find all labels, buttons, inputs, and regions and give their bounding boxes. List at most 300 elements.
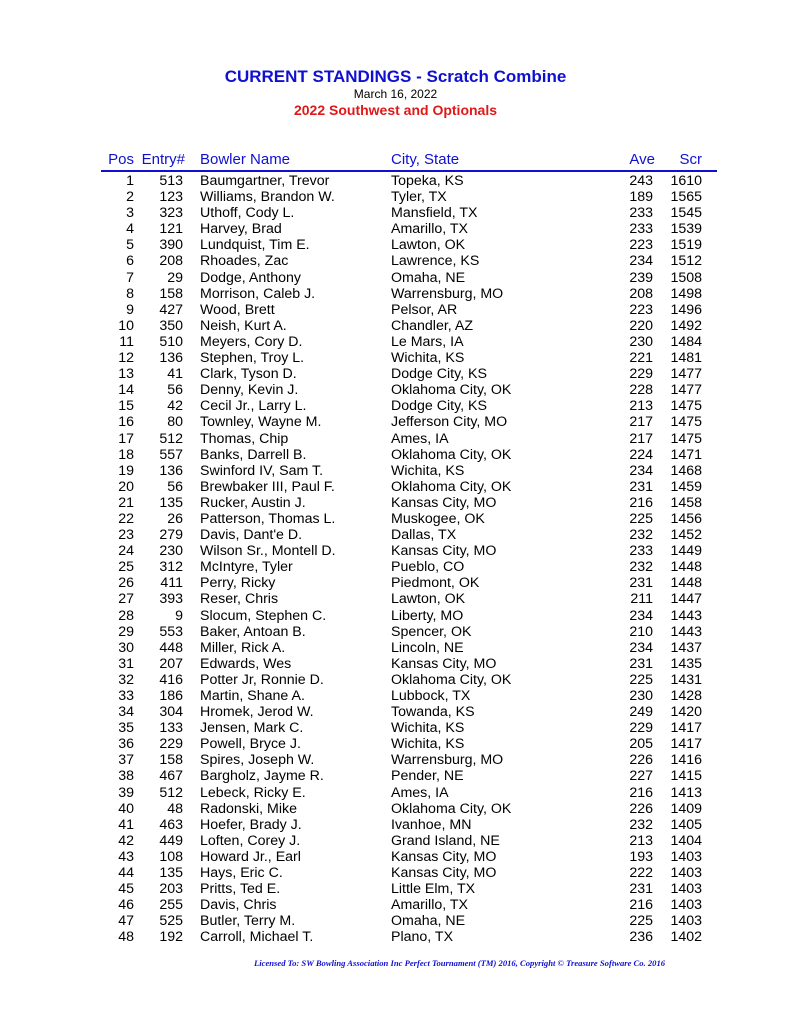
cell-city: Warrensburg, MO <box>391 752 504 769</box>
cell-name: Wilson Sr., Montell D. <box>200 543 336 560</box>
cell-name: Wood, Brett <box>200 301 275 318</box>
cell-ave: 230 <box>629 333 653 350</box>
cell-city: Jefferson City, MO <box>391 414 508 431</box>
cell-entry: 229 <box>159 736 183 753</box>
cell-ave: 236 <box>629 929 653 946</box>
cell-scr: 1431 <box>670 671 702 688</box>
cell-entry: 553 <box>159 623 183 640</box>
table-row <box>0 752 791 768</box>
table-row <box>0 543 791 559</box>
cell-pos: 13 <box>118 366 134 383</box>
cell-entry: 158 <box>159 285 183 302</box>
cell-ave: 220 <box>629 317 653 334</box>
cell-ave: 243 <box>629 173 653 189</box>
cell-entry: 448 <box>159 639 183 656</box>
cell-entry: 312 <box>159 559 183 576</box>
cell-city: Omaha, NE <box>391 913 466 930</box>
cell-name: Howard Jr., Earl <box>200 848 301 865</box>
cell-ave: 211 <box>630 591 653 608</box>
cell-pos: 32 <box>118 671 134 688</box>
cell-name: McIntyre, Tyler <box>200 559 293 576</box>
cell-pos: 29 <box>118 623 134 640</box>
cell-entry: 513 <box>159 173 183 189</box>
cell-ave: 231 <box>629 575 653 592</box>
cell-scr: 1420 <box>670 704 702 721</box>
cell-name: Davis, Chris <box>200 897 277 914</box>
cell-city: Kansas City, MO <box>391 543 497 560</box>
cell-city: Grand Island, NE <box>391 832 500 849</box>
cell-entry: 80 <box>167 414 183 431</box>
cell-scr: 1475 <box>670 414 702 431</box>
cell-city: Little Elm, TX <box>391 881 476 898</box>
cell-name: Potter Jr, Ronnie D. <box>200 671 324 688</box>
cell-entry: 26 <box>167 510 183 527</box>
cell-ave: 225 <box>629 913 653 930</box>
cell-pos: 15 <box>118 398 134 415</box>
table-row <box>0 575 791 591</box>
cell-ave: 217 <box>629 414 653 431</box>
cell-pos: 33 <box>118 688 134 704</box>
cell-scr: 1458 <box>670 494 702 511</box>
cell-city: Pelsor, AR <box>391 301 458 318</box>
cell-name: Clark, Tyson D. <box>200 366 297 383</box>
cell-city: Piedmont, OK <box>391 575 480 592</box>
cell-name: Banks, Darrell B. <box>200 446 307 463</box>
cell-entry: 123 <box>159 189 183 206</box>
cell-city: Pender, NE <box>391 768 464 785</box>
cell-entry: 416 <box>159 671 183 688</box>
table-row <box>0 833 791 849</box>
cell-ave: 234 <box>629 462 653 479</box>
cell-ave: 208 <box>629 285 653 302</box>
cell-ave: 234 <box>629 639 653 656</box>
cell-scr: 1405 <box>670 816 702 833</box>
table-row <box>0 237 791 253</box>
table-row <box>0 350 791 366</box>
cell-city: Warrensburg, MO <box>391 285 504 302</box>
table-row <box>0 479 791 495</box>
cell-city: Wichita, KS <box>391 720 465 737</box>
table-row <box>0 173 791 189</box>
cell-pos: 18 <box>118 446 134 463</box>
cell-pos: 3 <box>126 205 134 222</box>
cell-entry: 512 <box>159 784 183 801</box>
cell-pos: 34 <box>118 704 134 721</box>
cell-name: Swinford IV, Sam T. <box>200 462 324 479</box>
cell-ave: 216 <box>629 897 653 914</box>
cell-scr: 1448 <box>670 559 702 576</box>
cell-scr: 1403 <box>670 897 702 914</box>
cell-entry: 41 <box>167 366 183 383</box>
cell-city: Ames, IA <box>391 430 449 447</box>
cell-city: Kansas City, MO <box>391 865 497 882</box>
cell-entry: 323 <box>159 205 183 222</box>
cell-name: Denny, Kevin J. <box>200 382 299 399</box>
column-header-city: City, State <box>391 151 460 168</box>
cell-pos: 26 <box>118 575 134 592</box>
cell-scr: 1475 <box>670 430 702 447</box>
cell-entry: 207 <box>159 655 183 672</box>
cell-pos: 30 <box>118 639 134 656</box>
cell-pos: 39 <box>118 784 134 801</box>
cell-pos: 5 <box>126 237 134 254</box>
cell-name: Pritts, Ted E. <box>200 881 281 898</box>
license-footer: Licensed To: SW Bowling Association Inc Perfect Tournament (TM) 2016, Copyright © Treasure Software Co. 2016 <box>254 958 666 968</box>
cell-ave: 223 <box>629 237 653 254</box>
cell-entry: 42 <box>167 398 183 415</box>
cell-scr: 1459 <box>670 478 702 495</box>
cell-name: Patterson, Thomas L. <box>200 510 336 527</box>
cell-scr: 1496 <box>670 301 702 318</box>
cell-pos: 37 <box>118 752 134 769</box>
cell-scr: 1416 <box>670 752 702 769</box>
cell-name: Williams, Brandon W. <box>200 189 335 206</box>
cell-name: Morrison, Caleb J. <box>200 285 316 302</box>
cell-city: Lawton, OK <box>391 591 466 608</box>
cell-pos: 11 <box>119 333 134 350</box>
cell-city: Oklahoma City, OK <box>391 446 512 463</box>
cell-name: Jensen, Mark C. <box>200 720 304 737</box>
table-row <box>0 897 791 913</box>
table-row <box>0 286 791 302</box>
table-row <box>0 318 791 334</box>
cell-entry: 304 <box>159 704 183 721</box>
cell-pos: 41 <box>118 816 134 833</box>
cell-ave: 226 <box>629 800 653 817</box>
cell-ave: 223 <box>629 301 653 318</box>
cell-name: Martin, Shane A. <box>200 688 305 704</box>
cell-scr: 1498 <box>670 285 702 302</box>
table-row <box>0 382 791 398</box>
cell-city: Chandler, AZ <box>391 317 474 334</box>
cell-pos: 48 <box>118 929 134 946</box>
cell-ave: 231 <box>629 478 653 495</box>
cell-ave: 233 <box>629 221 653 238</box>
cell-pos: 31 <box>118 655 134 672</box>
table-row <box>0 495 791 511</box>
cell-entry: 449 <box>159 832 183 849</box>
cell-name: Thomas, Chip <box>200 430 289 447</box>
cell-city: Kansas City, MO <box>391 848 497 865</box>
table-row <box>0 414 791 430</box>
cell-ave: 232 <box>629 527 653 544</box>
cell-pos: 20 <box>118 478 134 495</box>
cell-name: Slocum, Stephen C. <box>200 607 327 624</box>
cell-pos: 2 <box>126 189 134 206</box>
cell-scr: 1403 <box>670 865 702 882</box>
cell-scr: 1448 <box>670 575 702 592</box>
cell-ave: 193 <box>629 848 653 865</box>
cell-name: Uthoff, Cody L. <box>200 205 295 222</box>
cell-ave: 249 <box>629 704 653 721</box>
cell-scr: 1512 <box>670 253 702 270</box>
cell-scr: 1508 <box>670 269 702 286</box>
cell-entry: 136 <box>159 350 183 367</box>
cell-scr: 1415 <box>670 768 702 785</box>
table-row <box>0 688 791 704</box>
cell-city: Amarillo, TX <box>391 221 468 238</box>
cell-ave: 230 <box>629 688 653 704</box>
cell-entry: 279 <box>159 527 183 544</box>
cell-name: Radonski, Mike <box>200 800 297 817</box>
cell-city: Oklahoma City, OK <box>391 478 512 495</box>
cell-entry: 133 <box>159 720 183 737</box>
table-row <box>0 768 791 784</box>
cell-name: Rhoades, Zac <box>200 253 289 270</box>
cell-entry: 512 <box>159 430 183 447</box>
cell-city: Lawton, OK <box>391 237 466 254</box>
cell-ave: 221 <box>629 350 653 367</box>
table-row <box>0 591 791 607</box>
table-row <box>0 801 791 817</box>
cell-pos: 46 <box>118 897 134 914</box>
cell-city: Liberty, MO <box>391 607 464 624</box>
cell-entry: 350 <box>159 317 183 334</box>
cell-name: Stephen, Troy L. <box>200 350 305 367</box>
table-row <box>0 929 791 945</box>
cell-scr: 1435 <box>670 655 702 672</box>
cell-scr: 1481 <box>670 350 702 367</box>
cell-scr: 1402 <box>670 929 702 946</box>
cell-entry: 427 <box>159 301 183 318</box>
cell-pos: 10 <box>118 317 134 334</box>
cell-ave: 229 <box>629 366 653 383</box>
table-row <box>0 640 791 656</box>
cell-city: Spencer, OK <box>391 623 472 640</box>
table-row <box>0 720 791 736</box>
cell-pos: 6 <box>126 253 134 270</box>
cell-city: Dodge City, KS <box>391 398 487 415</box>
cell-entry: 390 <box>159 237 183 254</box>
cell-ave: 227 <box>629 768 653 785</box>
report-date: March 16, 2022 <box>353 87 438 101</box>
cell-name: Miller, Rick A. <box>200 639 286 656</box>
cell-name: Dodge, Anthony <box>200 269 301 286</box>
header-divider <box>101 170 717 172</box>
cell-city: Mansfield, TX <box>391 205 478 222</box>
cell-pos: 1 <box>126 173 134 189</box>
cell-name: Bargholz, Jayme R. <box>200 768 324 785</box>
table-row <box>0 511 791 527</box>
cell-pos: 36 <box>118 736 134 753</box>
cell-city: Oklahoma City, OK <box>391 800 512 817</box>
cell-ave: 239 <box>629 269 653 286</box>
column-header-name: Bowler Name <box>200 151 291 168</box>
cell-pos: 25 <box>118 559 134 576</box>
cell-scr: 1539 <box>670 221 702 238</box>
cell-entry: 463 <box>159 816 183 833</box>
cell-ave: 210 <box>629 623 653 640</box>
cell-entry: 255 <box>159 897 183 914</box>
column-header-pos: Pos <box>108 151 134 168</box>
cell-ave: 224 <box>629 446 653 463</box>
cell-scr: 1404 <box>670 832 702 849</box>
cell-scr: 1449 <box>670 543 702 560</box>
cell-ave: 231 <box>629 655 653 672</box>
table-row <box>0 447 791 463</box>
cell-scr: 1477 <box>670 382 702 399</box>
table-row <box>0 398 791 414</box>
cell-scr: 1403 <box>670 913 702 930</box>
column-header-entry: Entry# <box>141 151 185 168</box>
cell-entry: 510 <box>159 333 183 350</box>
cell-name: Powell, Bryce J. <box>200 736 301 753</box>
cell-entry: 56 <box>167 478 183 495</box>
cell-scr: 1403 <box>670 881 702 898</box>
cell-ave: 217 <box>629 430 653 447</box>
cell-pos: 4 <box>126 221 134 238</box>
table-row <box>0 817 791 833</box>
cell-entry: 135 <box>159 865 183 882</box>
table-row <box>0 270 791 286</box>
cell-scr: 1519 <box>670 237 702 254</box>
cell-name: Neish, Kurt A. <box>200 317 287 334</box>
cell-city: Lubbock, TX <box>391 688 471 704</box>
cell-scr: 1484 <box>670 333 702 350</box>
cell-name: Perry, Ricky <box>200 575 276 592</box>
cell-name: Reser, Chris <box>200 591 279 608</box>
cell-entry: 192 <box>159 929 183 946</box>
cell-pos: 40 <box>118 800 134 817</box>
cell-city: Muskogee, OK <box>391 510 485 527</box>
cell-scr: 1477 <box>670 366 702 383</box>
cell-entry: 525 <box>159 913 183 930</box>
table-row <box>0 431 791 447</box>
cell-entry: 158 <box>159 752 183 769</box>
cell-pos: 21 <box>118 494 134 511</box>
cell-entry: 48 <box>167 800 183 817</box>
cell-pos: 24 <box>118 543 134 560</box>
cell-scr: 1447 <box>670 591 702 608</box>
cell-ave: 231 <box>629 881 653 898</box>
cell-scr: 1428 <box>670 688 702 704</box>
cell-name: Carroll, Michael T. <box>200 929 314 946</box>
cell-city: Tyler, TX <box>391 189 447 206</box>
table-row <box>0 302 791 318</box>
cell-scr: 1452 <box>670 527 702 544</box>
cell-ave: 213 <box>629 398 653 415</box>
cell-city: Lincoln, NE <box>391 639 464 656</box>
table-row <box>0 205 791 221</box>
cell-ave: 205 <box>629 736 653 753</box>
cell-scr: 1417 <box>670 720 702 737</box>
cell-name: Rucker, Austin J. <box>200 494 306 511</box>
cell-entry: 208 <box>159 253 183 270</box>
page-subtitle: 2022 Southwest and Optionals <box>293 102 498 118</box>
cell-name: Loften, Corey J. <box>200 832 301 849</box>
table-row <box>0 704 791 720</box>
table-row <box>0 672 791 688</box>
cell-name: Edwards, Wes <box>200 655 292 672</box>
table-row <box>0 881 791 897</box>
cell-scr: 1545 <box>670 205 702 222</box>
cell-pos: 45 <box>118 881 134 898</box>
cell-pos: 44 <box>118 865 134 882</box>
cell-ave: 189 <box>629 189 653 206</box>
cell-ave: 222 <box>629 865 653 882</box>
cell-scr: 1456 <box>670 510 702 527</box>
cell-scr: 1437 <box>670 639 702 656</box>
cell-name: Harvey, Brad <box>200 221 282 238</box>
cell-ave: 234 <box>629 607 653 624</box>
cell-entry: 108 <box>159 848 183 865</box>
cell-city: Le Mars, IA <box>391 333 464 350</box>
cell-entry: 467 <box>159 768 183 785</box>
cell-scr: 1403 <box>670 848 702 865</box>
cell-pos: 42 <box>118 832 134 849</box>
cell-entry: 135 <box>159 494 183 511</box>
cell-name: Butler, Terry M. <box>200 913 296 930</box>
cell-city: Wichita, KS <box>391 736 465 753</box>
table-row <box>0 253 791 269</box>
cell-ave: 213 <box>629 832 653 849</box>
cell-scr: 1475 <box>670 398 702 415</box>
cell-city: Dallas, TX <box>391 527 457 544</box>
cell-scr: 1492 <box>670 317 702 334</box>
cell-city: Omaha, NE <box>391 269 466 286</box>
cell-entry: 557 <box>159 446 183 463</box>
cell-pos: 14 <box>118 382 134 399</box>
cell-scr: 1471 <box>670 446 702 463</box>
cell-entry: 56 <box>167 382 183 399</box>
cell-pos: 19 <box>118 462 134 479</box>
cell-name: Hays, Eric C. <box>200 865 283 882</box>
cell-name: Baker, Antoan B. <box>200 623 306 640</box>
cell-city: Pueblo, CO <box>391 559 465 576</box>
table-row <box>0 656 791 672</box>
cell-entry: 411 <box>160 575 183 592</box>
cell-pos: 17 <box>118 430 134 447</box>
cell-city: Wichita, KS <box>391 350 465 367</box>
table-row <box>0 559 791 575</box>
cell-pos: 12 <box>118 350 134 367</box>
table-row <box>0 913 791 929</box>
cell-name: Spires, Joseph W. <box>200 752 315 769</box>
cell-name: Lebeck, Ricky E. <box>200 784 306 801</box>
cell-city: Topeka, KS <box>391 173 464 189</box>
table-row <box>0 849 791 865</box>
cell-pos: 9 <box>126 301 134 318</box>
cell-scr: 1565 <box>670 189 702 206</box>
cell-ave: 216 <box>629 784 653 801</box>
cell-entry: 186 <box>159 688 183 704</box>
table-row <box>0 221 791 237</box>
cell-city: Lawrence, KS <box>391 253 480 270</box>
cell-pos: 23 <box>118 527 134 544</box>
cell-name: Brewbaker III, Paul F. <box>200 478 335 495</box>
cell-pos: 28 <box>118 607 134 624</box>
cell-name: Townley, Wayne M. <box>200 414 322 431</box>
cell-scr: 1413 <box>670 784 702 801</box>
standings-table <box>0 173 791 946</box>
cell-name: Hromek, Jerod W. <box>200 704 314 721</box>
cell-ave: 233 <box>629 543 653 560</box>
cell-ave: 216 <box>629 494 653 511</box>
table-row <box>0 334 791 350</box>
cell-ave: 228 <box>629 382 653 399</box>
cell-entry: 136 <box>159 462 183 479</box>
table-row <box>0 527 791 543</box>
cell-ave: 233 <box>629 205 653 222</box>
column-header-ave: Ave <box>629 151 655 168</box>
cell-ave: 234 <box>629 253 653 270</box>
cell-ave: 229 <box>629 720 653 737</box>
cell-city: Kansas City, MO <box>391 494 497 511</box>
cell-pos: 27 <box>118 591 134 608</box>
cell-name: Baumgartner, Trevor <box>200 173 330 189</box>
table-row <box>0 865 791 881</box>
cell-city: Wichita, KS <box>391 462 465 479</box>
